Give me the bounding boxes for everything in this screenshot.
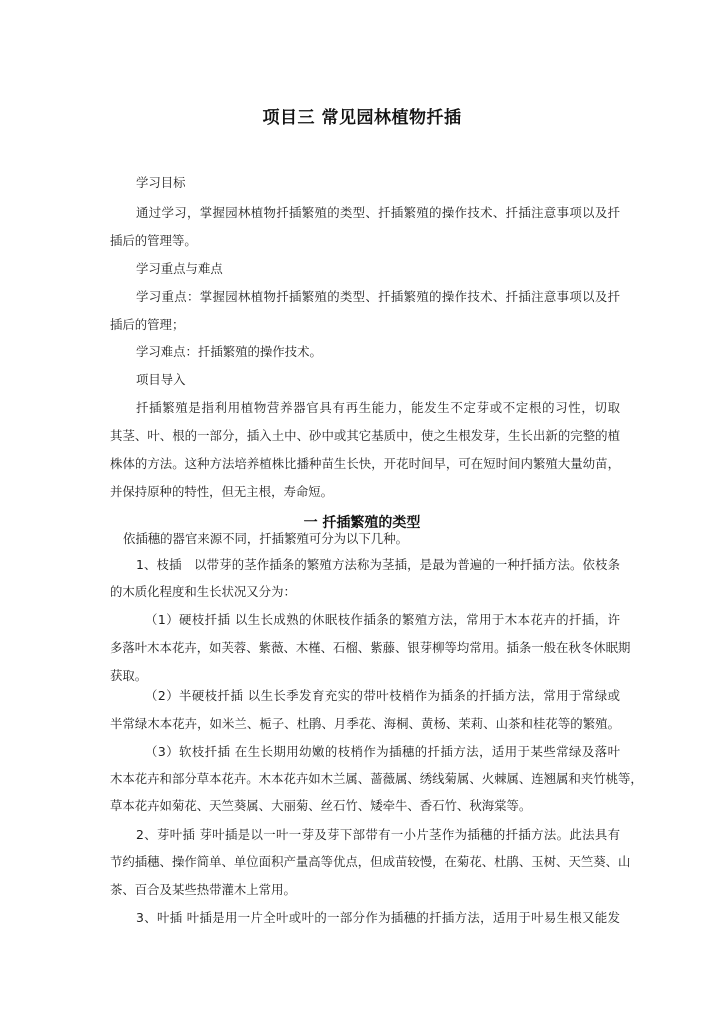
bud-leaf-cutting-line: 节约插穗、操作简单、单位面积产量高等优点，但成苗较慢，在菊花、杜鹃、玉树、天竺葵、山 [110,854,631,869]
section-intro-line: 依插穗的器官来源不同，扦插繁殖可分为以下几种。 [123,531,408,546]
leaf-cutting-line: 3、叶插 叶插是用一片全叶或叶的一部分作为插穗的扦插方法，适用于叶易生根又能发 [136,910,620,925]
difficulty-line: 学习难点：扦插繁殖的操作技术。 [136,344,322,359]
softwood-cutting-line: 木本花卉和部分草本花卉。木本花卉如木兰属、蔷薇属、绣线菊属、火棘属、连翘属和夹竹桃等， [110,771,643,786]
intro-paragraph-line: 株体的方法。这种方法培养植株比播种苗生长快，开花时间早，可在短时间内繁殖大量幼苗， [110,456,620,471]
focus-line: 学习重点：掌握园林植物扦插繁殖的类型、扦插繁殖的操作技术、扦插注意事项以及扦 [136,289,620,304]
softwood-cutting-line: （3）软枝扦插 在生长期用幼嫩的枝梢作为插穗的扦插方法，适用于某些常绿及落叶 [145,744,620,759]
focus-line: 插后的管理； [110,317,185,332]
intro-heading: 项目导入 [136,372,186,387]
hardwood-cutting-line: 多落叶木本花卉，如芙蓉、紫薇、木槿、石榴、紫藤、银芽柳等均常用。插条一般在秋冬休眠期 [110,640,631,655]
intro-paragraph-line: 并保持原种的特性，但无主根，寿命短。 [110,484,334,499]
semi-hardwood-cutting-line: 半常绿木本花卉，如米兰、栀子、杜鹃、月季花、海桐、黄杨、茉莉、山茶和桂花等的繁殖。 [110,716,620,731]
branch-cutting-line: 的木质化程度和生长状况又分为： [110,584,296,599]
intro-paragraph-line: 其茎、叶、根的一部分，插入土中、砂中或其它基质中，使之生根发芽，生长出新的完整的植 [110,428,620,443]
hardwood-cutting-line: （1）硬枝扦插 以生长成熟的休眠枝作插条的繁殖方法，常用于木本花卉的扦插，许 [145,612,620,627]
softwood-cutting-line: 草本花卉如菊花、天竺葵属、大丽菊、丝石竹、矮牵牛、香石竹、秋海棠等。 [110,798,532,813]
key-points-heading: 学习重点与难点 [136,261,223,276]
objectives-body-line: 通过学习，掌握园林植物扦插繁殖的类型、扦插繁殖的操作技术、扦插注意事项以及扦 [136,205,620,220]
objectives-heading: 学习目标 [136,175,186,190]
section-heading: 一 扦插繁殖的类型 [303,515,421,531]
objectives-body-line: 插后的管理等。 [110,233,197,248]
bud-leaf-cutting-line: 2、芽叶插 芽叶插是以一叶一芽及芽下部带有一小片茎作为插穗的扦插方法。此法具有 [136,827,620,842]
bud-leaf-cutting-line: 茶、百合及某些热带灌木上常用。 [110,882,296,897]
intro-paragraph-line: 扦插繁殖是指利用植物营养器官具有再生能力，能发生不定芽或不定根的习性，切取 [136,400,620,415]
semi-hardwood-cutting-line: （2）半硬枝扦插 以生长季发育充实的带叶枝梢作为插条的扦插方法，常用于常绿或 [145,688,620,703]
page-title: 项目三 常见园林植物扦插 [262,108,462,128]
branch-cutting-line: 1、枝插 以带芽的茎作插条的繁殖方法称为茎插，是最为普遍的一种扦插方法。依枝条 [136,557,620,572]
hardwood-cutting-line: 获取。 [110,668,148,683]
